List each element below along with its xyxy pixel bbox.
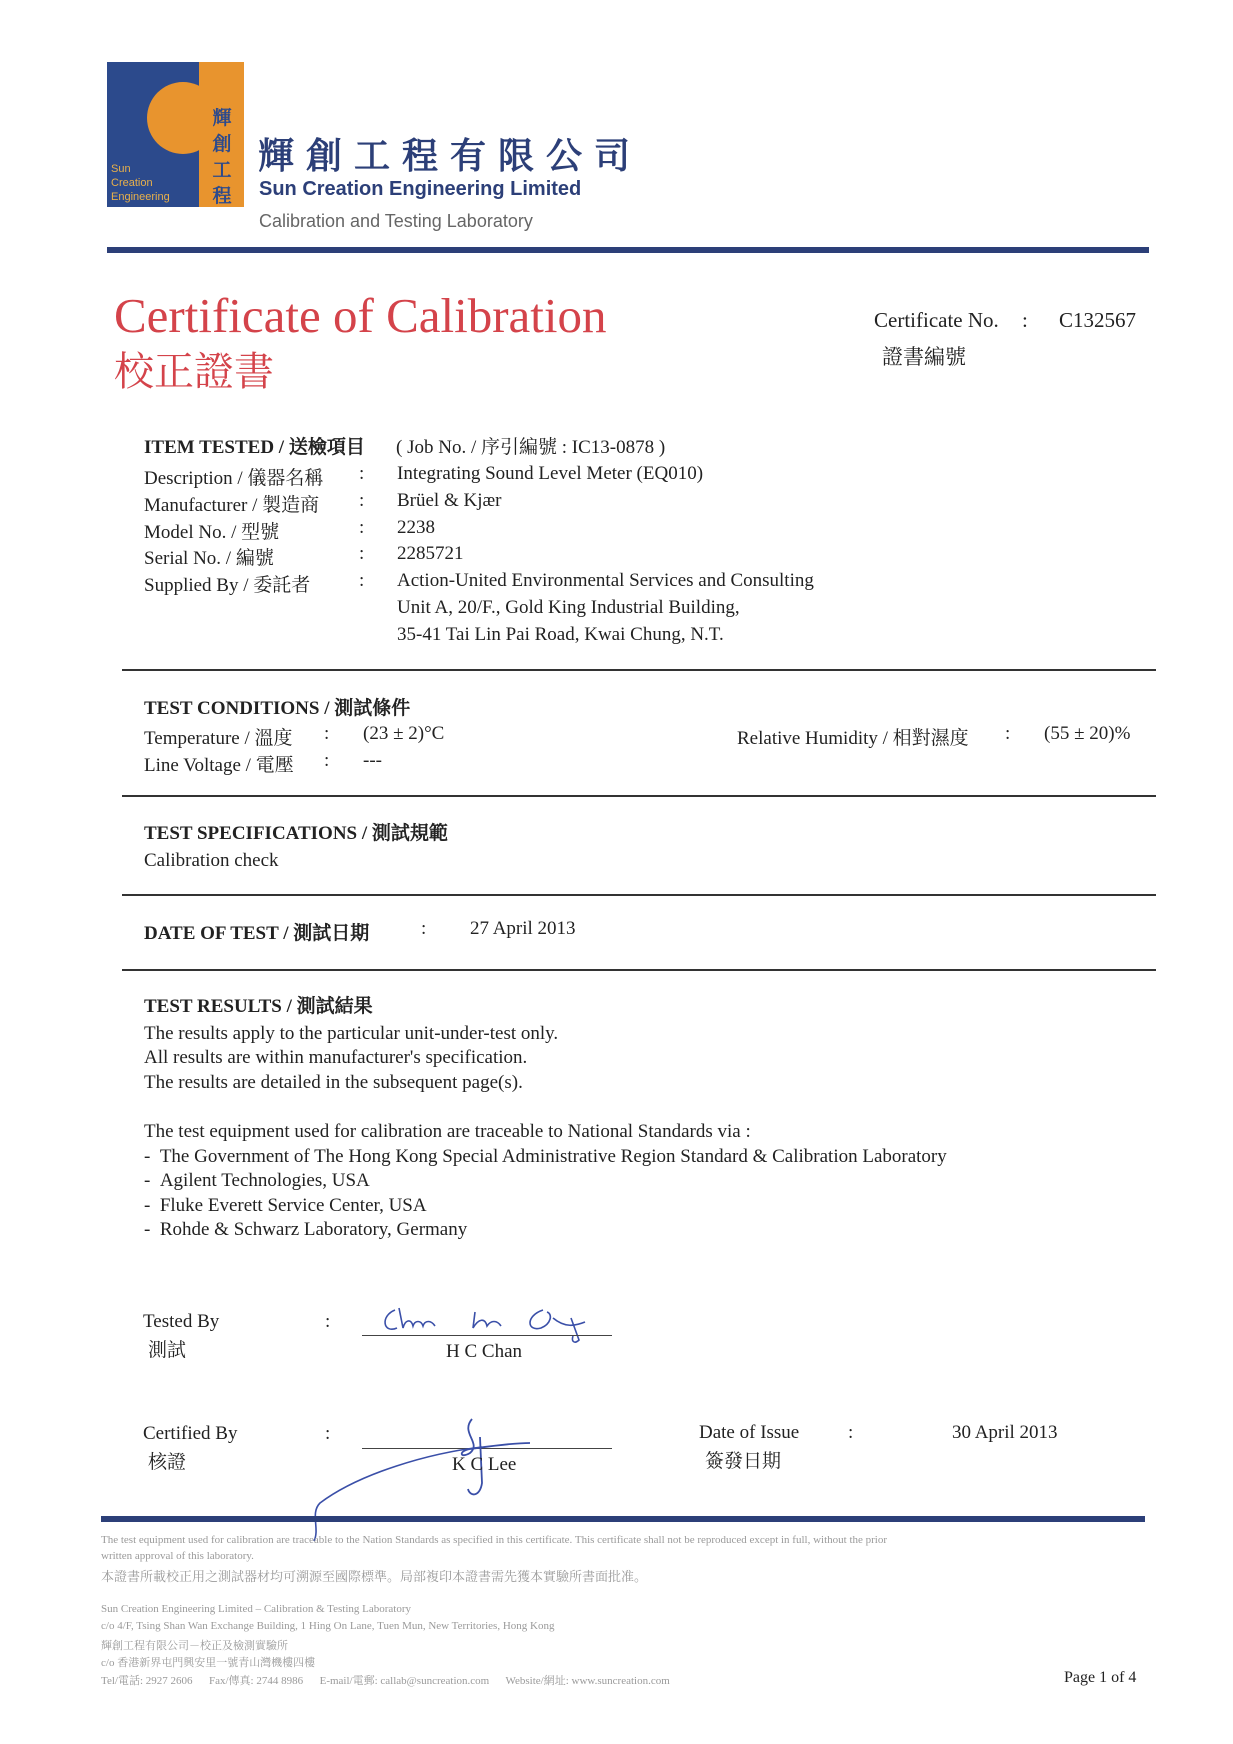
colon: : (359, 490, 365, 511)
lab-name: Calibration and Testing Laboratory (259, 211, 533, 231)
issue-date-label: Date of Issue (699, 1422, 800, 1443)
footer-contact: Tel/電話: 2927 2606 Fax/傳真: 2744 8986 E-mail/電郵: callab@suncreation.com Website/網址: www.suncreation.com (101, 1675, 670, 1687)
model-value: 2238 (397, 517, 435, 538)
job-number: ( Job No. / 序引編號 : IC13-0878 ) (396, 437, 666, 458)
description-value: Integrating Sound Level Meter (EQ010) (397, 463, 704, 484)
logo-en-text (111, 162, 170, 204)
temperature-label: Temperature / 溫度 (144, 728, 293, 749)
result-line: The results are detailed in the subsequent page(s). (144, 1072, 523, 1093)
serial-value: 2285721 (397, 543, 464, 564)
company-name-cjk: 輝創工程有限公司 (258, 135, 643, 176)
colon: : (421, 918, 427, 939)
colon: : (848, 1422, 854, 1443)
colon: : (359, 517, 365, 538)
certified-by-label-cjk: 核證 (148, 1452, 187, 1473)
tested-by-label: Tested By (143, 1311, 220, 1332)
traceability-item-text: The Government of The Hong Kong Special Administrative Region Standard & Calibration Laboratory (159, 1146, 947, 1167)
footer-notice: The test equipment used for calibration are traceable to the Nation Standards as specified in this certificate. This certificate shall not be reproduced except in full, without the prior (101, 1534, 888, 1546)
certifier-name: K C Lee (452, 1454, 517, 1475)
certificate-title: Certificate of Calibration (114, 288, 607, 343)
temperature-value: (23 ± 2)°C (363, 723, 445, 744)
issue-date-value: 30 April 2013 (952, 1422, 1058, 1443)
traceability-item: - The Government of The Hong Kong Special Administrative Region Standard & Calibration Laboratory (144, 1146, 947, 1167)
manufacturer-label: Manufacturer / 製造商 (144, 495, 320, 516)
voltage-value: --- (363, 750, 382, 771)
certifier-signature (310, 1413, 540, 1543)
traceability-item: - Agilent Technologies, USA (144, 1170, 370, 1191)
address-line: Unit A, 20/F., Gold King Industrial Building, (397, 597, 740, 618)
colon: : (325, 1423, 331, 1444)
traceability-item: - Fluke Everett Service Center, USA (144, 1195, 427, 1216)
company-name-en: Sun Creation Engineering Limited (259, 178, 582, 200)
section-rule (122, 669, 1156, 671)
test-specs-heading: TEST SPECIFICATIONS / 測試規範 (144, 823, 448, 844)
section-rule (122, 969, 1156, 971)
certificate-no-label: Certificate No. (874, 308, 999, 332)
footer-address-line: 輝創工程有限公司－校正及檢測實驗所 (101, 1640, 288, 1652)
footer-address-line: Sun Creation Engineering Limited – Calibration & Testing Laboratory (101, 1603, 412, 1615)
footer-address-line: c/o 4/F, Tsing Shan Wan Exchange Building, 1 Hing On Lane, Tuen Mun, New Territories, Hong Kong (101, 1620, 555, 1632)
traceability-item-text: Fluke Everett Service Center, USA (159, 1195, 427, 1216)
colon: : (324, 723, 330, 744)
certificate-no-label-cjk: 證書編號 (882, 345, 966, 369)
humidity-label: Relative Humidity / 相對濕度 (737, 728, 969, 749)
certified-by-label: Certified By (143, 1423, 238, 1444)
company-logo (107, 62, 244, 207)
certificate-no-colon: : (1022, 308, 1028, 332)
tested-by-label-cjk: 測試 (148, 1340, 187, 1361)
colon: : (325, 1311, 331, 1332)
logo-char: 創 (212, 134, 232, 155)
logo-word: Creation (111, 177, 153, 189)
logo-char: 工 (212, 160, 232, 181)
traceability-item-text: Rohde & Schwarz Laboratory, Germany (159, 1219, 468, 1240)
tester-signature-line (362, 1335, 612, 1336)
test-results-heading: TEST RESULTS / 測試結果 (144, 996, 373, 1017)
test-conditions-heading: TEST CONDITIONS / 測試條件 (144, 698, 411, 719)
result-line: The results apply to the particular unit-under-test only. (144, 1023, 559, 1044)
result-line: All results are within manufacturer's specification. (144, 1047, 528, 1068)
colon: : (359, 543, 365, 564)
serial-label: Serial No. / 編號 (144, 548, 274, 569)
date-of-test-heading: DATE OF TEST / 測試日期 (144, 923, 370, 944)
traceability-item-text: Agilent Technologies, USA (159, 1170, 370, 1191)
supplied-by-label: Supplied By / 委託者 (144, 575, 311, 596)
header-rule (107, 247, 1149, 253)
description-label: Description / 儀器名稱 (144, 468, 324, 489)
model-label: Model No. / 型號 (144, 522, 280, 543)
logo-word: Engineering (111, 191, 170, 203)
traceability-item: - Rohde & Schwarz Laboratory, Germany (144, 1219, 468, 1240)
logo-word: Sun (111, 163, 131, 175)
colon: : (1005, 723, 1011, 744)
colon: : (359, 463, 365, 484)
section-rule (122, 795, 1156, 797)
test-specs-value: Calibration check (144, 850, 279, 871)
voltage-label: Line Voltage / 電壓 (144, 755, 294, 776)
footer-notice-cjk: 本證書所載校正用之測試器材均可溯源至國際標準。局部複印本證書需先獲本實驗所書面批准。 (101, 1569, 648, 1584)
section-rule (122, 894, 1156, 896)
footer-notice: written approval of this laboratory. (101, 1550, 254, 1562)
issue-date-label-cjk: 簽發日期 (705, 1451, 782, 1472)
address-line: 35-41 Tai Lin Pai Road, Kwai Chung, N.T. (397, 624, 724, 645)
certificate-title-cjk: 校正證書 (114, 349, 274, 394)
date-of-test-value: 27 April 2013 (470, 918, 576, 939)
page-number: Page 1 of 4 (1064, 1669, 1137, 1686)
footer-address-line: c/o 香港新界屯門興安里一號青山灣機樓四樓 (101, 1657, 316, 1669)
item-tested-heading: ITEM TESTED / 送檢項目 (144, 437, 365, 458)
traceability-intro: The test equipment used for calibration are traceable to National Standards via : (144, 1121, 751, 1142)
humidity-value: (55 ± 20)% (1044, 723, 1131, 744)
supplied-by-value: Action-United Environmental Services and Consulting (397, 570, 814, 591)
colon: : (324, 750, 330, 771)
footer-rule (101, 1516, 1145, 1522)
manufacturer-value: Brüel & Kjær (397, 490, 502, 511)
tester-name: H C Chan (446, 1341, 522, 1362)
certificate-no-value: C132567 (1059, 308, 1137, 332)
logo-char: 輝 (212, 108, 232, 129)
logo-cjk-text (204, 106, 240, 210)
logo-char: 程 (212, 186, 232, 207)
colon: : (359, 570, 365, 591)
